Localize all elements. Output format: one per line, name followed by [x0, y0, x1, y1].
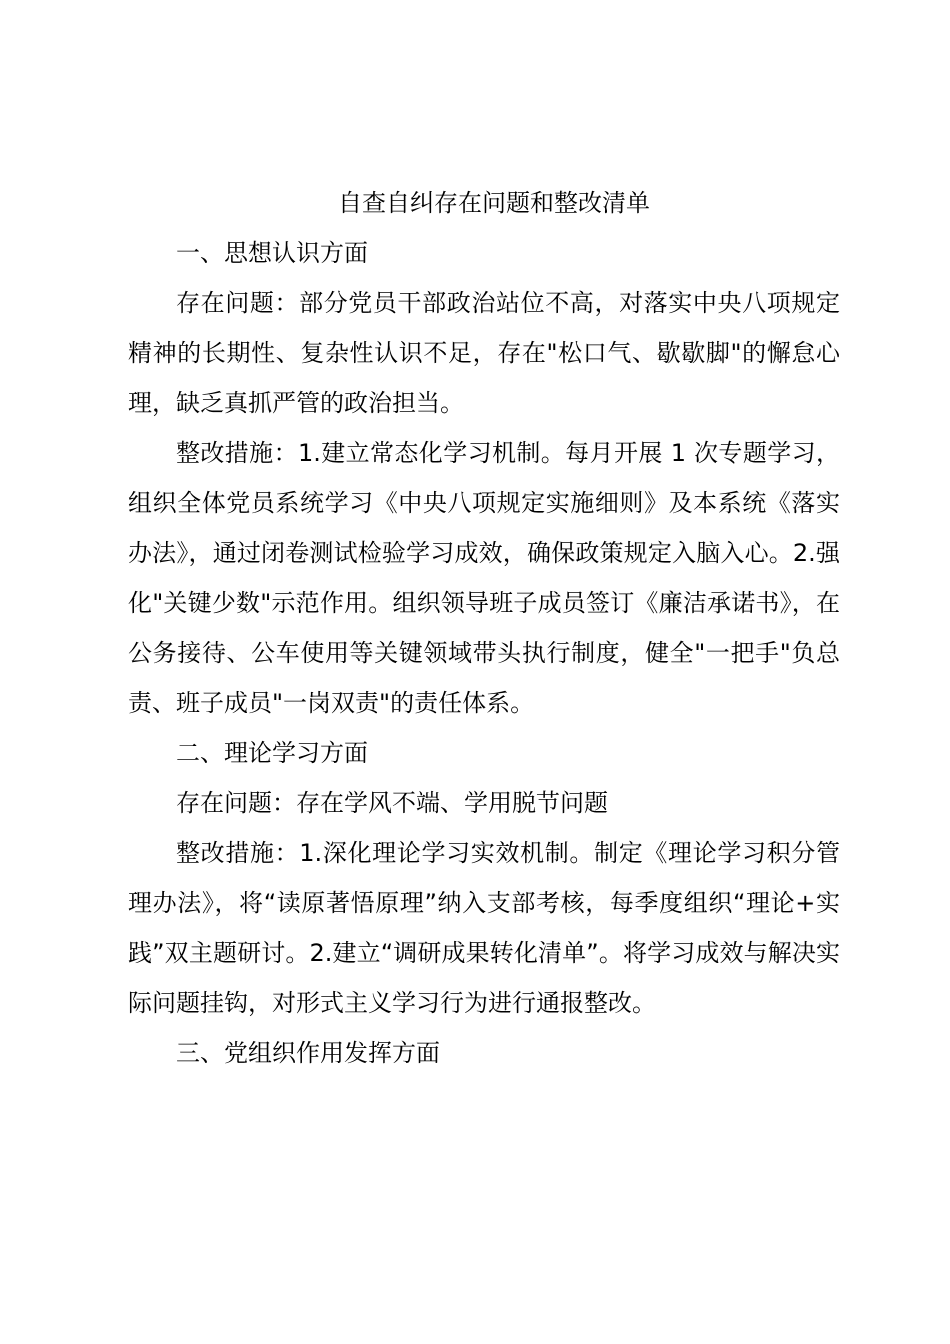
section-heading-theory: 二、理论学习方面: [176, 739, 368, 767]
measures-paragraph-theory: 整改措施：1.深化理论学习实效机制。制定《理论学习积分管理办法》，将“读原著悟原理”纳入支部考核，每季度组织“理论+实践”双主题研讨。2.建立“调研成果转化清单”。将学习成效与解决实际问题挂钩，对形式主义学习行为进行通报整改。: [128, 839, 840, 1017]
document-title: 自查自纠存在问题和整改清单: [338, 189, 650, 217]
document-page: [128, 178, 840, 1078]
section-heading-party-organization: 三、党组织作用发挥方面: [176, 1039, 440, 1067]
section-heading-thinking: 一、思想认识方面: [176, 239, 368, 267]
problem-paragraph-thinking: 存在问题：部分党员干部政治站位不高，对落实中央八项规定精神的长期性、复杂性认识不足，存在"松口气、歇歇脚"的懈怠心理，缺乏真抓严管的政治担当。: [128, 289, 840, 417]
problem-paragraph-theory: 存在问题：存在学风不端、学用脱节问题: [176, 789, 608, 817]
measures-paragraph-thinking: 整改措施：1.建立常态化学习机制。每月开展 1 次专题学习，组织全体党员系统学习《中央八项规定实施细则》及本系统《落实办法》，通过闭卷测试检验学习成效，确保政策规定入脑入心。2.强化"关键少数"示范作用。组织领导班子成员签订《廉洁承诺书》，在公务接待、公车使用等关键领域带头执行制度，健全"一把手"负总责、班子成员"一岗双责"的责任体系。: [128, 439, 840, 717]
